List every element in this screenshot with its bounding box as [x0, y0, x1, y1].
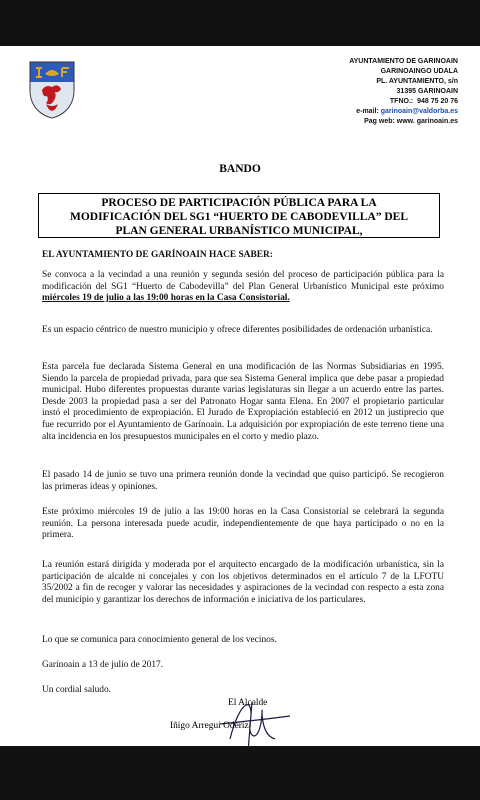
- document-page: [0, 46, 480, 746]
- title-box: [38, 193, 440, 238]
- email-link[interactable]: garinoain@valdorba.es: [380, 108, 458, 115]
- paragraph-moderation: La reunión estará dirigida y moderada por el arquitecto encargado de la modificación urbanística, sin la participación de alcalde ni concejales y con los objetivos determinados en el artículo 7 de la LFOTU 35/2002 a fin de recoger y valorar las necesidades y aspiraciones de la vecindad con respecto a esta zona del municipio y garantizar los derechos de información e iniciativa de los particulares.: [42, 560, 444, 605]
- phone: 948 75 20 76: [417, 98, 458, 105]
- meeting-date-highlight: miércoles 19 de julio a las 19:00 horas en la Casa Consistorial.: [42, 293, 290, 304]
- address: PL. AYUNTAMIENTO, s/n: [376, 78, 458, 85]
- farewell: Un cordial saludo.: [42, 685, 111, 695]
- org-name-basque: GARINOAINGO UDALA: [380, 68, 458, 75]
- signer-role: El Alcalde: [228, 698, 268, 708]
- paragraph-convocation: [42, 270, 444, 305]
- email-label: e-mail:: [356, 108, 379, 115]
- postal-code: 31395 GARINOAIN: [396, 88, 458, 95]
- phone-label: TFNO.:: [389, 98, 414, 105]
- signer-name: Iñigo Arregui Odériz: [170, 721, 249, 731]
- place-date: Garínoain a 13 de julio de 2017.: [42, 660, 164, 670]
- municipal-crest-icon: [28, 60, 76, 120]
- title-line-2: MODIFICACIÓN DEL SG1 “HUERTO DE CABODEVILLA” DEL: [69, 211, 409, 223]
- web-label: Pag web:: [364, 118, 395, 125]
- announcement: EL AYUNTAMIENTO DE GARÍNOAIN HACE SABER:: [42, 250, 273, 260]
- document-heading: BANDO: [219, 163, 261, 175]
- paragraph-first-meeting: El pasado 14 de junio se tuvo una primera reunión donde la vecindad que quiso participó. Se recogieron las primeras ideas y opiniones.: [42, 470, 444, 492]
- top-bar: [0, 0, 480, 46]
- municipal-letterhead: [258, 57, 458, 127]
- paragraph-space: Es un espacio céntrico de nuestro municipio y ofrece diferentes posibilidades de ordenación urbanística.: [42, 325, 433, 335]
- paragraph-history: Esta parcela fue declarada Sistema General en una modificación de las Normas Subsidiarias en 1995. Siendo la parcela de propiedad privada, para que sea Sistema General implica que debe pasar a propiedad municipal. Hubo diferentes propuestas durante varias legislaturas sin llegar a un acuerdo entre las partes. Desde 2003 la propiedad pasa a ser del Patronato Hogar santa Elena. En 2007 el propietario particular instó el procedimiento de expropiación. El Jurado de Expropiación estableció en 2012 un justiprecio que fue recurrido por el Ayuntamiento de Garínoain. La adquisición por expropiación de este terreno tiene una alta incidencia en los presupuestos municipales en el corto y medio plazo.: [42, 362, 444, 442]
- paragraph-second-meeting: Este próximo miércoles 19 de julio a las 19:00 horas en la Casa Consistorial se celebrará la segunda reunión. La persona interesada puede acudir, independientemente de que haya participado o no en la primera.: [42, 507, 444, 541]
- convocation-text: Se convoca a la vecindad a una reunión y segunda sesión del proceso de participación pública para la modificación del SG1 “Huerto de Cabodevilla” del Plan General Urbanístico Municipal este próximo: [42, 270, 444, 292]
- title-line-3: PLAN GENERAL URBANÍSTICO MUNICIPAL,: [115, 225, 363, 237]
- org-name: AYUNTAMIENTO DE GARINOAIN: [349, 58, 458, 65]
- paragraph-closing: Lo que se comunica para conocimiento general de los vecinos.: [42, 635, 277, 645]
- web-link[interactable]: www. garinoain.es: [396, 118, 458, 125]
- title-line-1: PROCESO DE PARTICIPACIÓN PÚBLICA PARA LA: [101, 197, 377, 209]
- bottom-bar: [0, 746, 480, 800]
